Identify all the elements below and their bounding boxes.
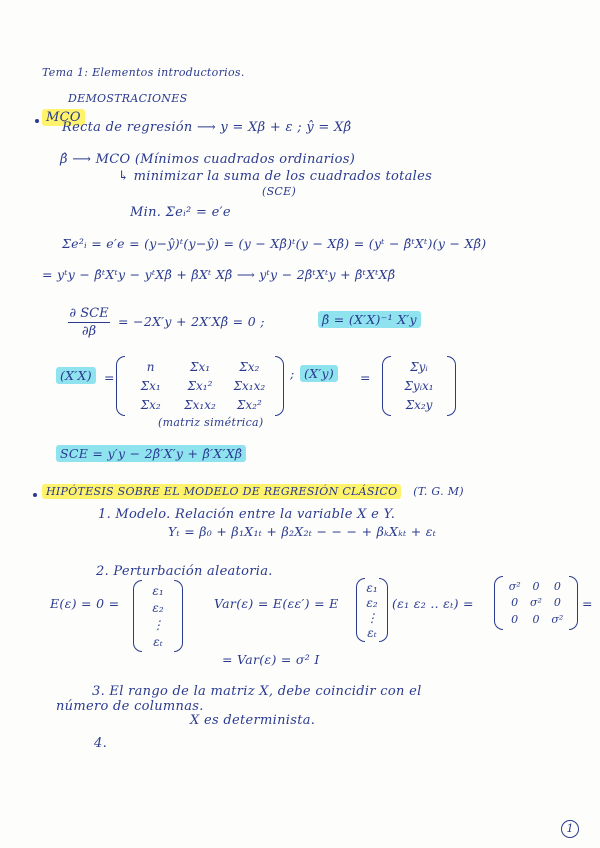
equation-1: Σe²ᵢ = e′e = (y−ŷ)ᵗ(y−ŷ) = (y − Xβ̂)ᵗ(y − Xβ̂) = (yᵗ − β̂ᵗXᵗ)(y − Xβ̂) xyxy=(62,236,487,251)
hypothesis-3-line-3: X es determinista. xyxy=(190,713,316,728)
vector-cell: ⋮ xyxy=(152,617,164,632)
sigma-matrix xyxy=(494,576,578,630)
matrix-cell: σ² xyxy=(508,579,521,593)
epsilon-vector xyxy=(133,580,183,652)
matrix-cell: 0 xyxy=(511,613,519,627)
vector-cell: ⋮ xyxy=(366,610,378,625)
xtx-label-box xyxy=(56,368,96,383)
equals-sign: = xyxy=(104,370,115,385)
derivative-fraction xyxy=(68,306,110,339)
matrix-cell: Σx₂ xyxy=(239,360,260,375)
sce-formula: SCE = y′y − 2β̂′X′y + β̂′X′Xβ̂ xyxy=(56,445,246,462)
matrix-cell: Σx₂² xyxy=(236,397,262,412)
hypothesis-2: 2. Perturbación aleatoria. xyxy=(96,564,273,579)
matrix-cell: Σx₁x₂ xyxy=(233,378,266,393)
derivative-denominator: ∂β xyxy=(81,324,97,339)
left-bracket xyxy=(382,356,391,416)
hypothesis-1-equation: Yₜ = β₀ + β₁X₁ₜ + β₂X₂ₜ − − − + βₖXₖₜ + εₜ xyxy=(168,524,437,539)
left-bracket xyxy=(116,356,125,416)
epsilon-vector-2 xyxy=(356,578,388,642)
matrix-cell: Σx₁ xyxy=(189,360,211,375)
derivative-rhs: = −2X′y + 2X′Xβ̂ = 0 ; xyxy=(118,314,265,329)
derivative-numerator: ∂ SCE xyxy=(69,306,109,321)
trailing-equals: = xyxy=(582,596,593,611)
matrix-cell: σ² xyxy=(551,613,564,627)
matrix-cell: Σx₂ xyxy=(140,397,161,412)
epsilon-row: (ε₁ ε₂ .. εₜ) = xyxy=(392,596,474,611)
xtx-matrix xyxy=(116,356,284,416)
vector-cell: Σyᵢx₁ xyxy=(404,378,434,393)
matrix-cell: Σx₁² xyxy=(187,378,213,393)
vector-cell: Σyᵢ xyxy=(410,360,428,375)
sce-box xyxy=(56,446,246,461)
equation-2: = yᵗy − β̂ᵗXᵗy − yᵗXβ̂ + β̂Xᵗ Xβ̂ ⟶ yᵗy − 2β̂ᵗXᵗy + β̂ᵗXᵗXβ̂ xyxy=(42,267,396,282)
page-number: 1 xyxy=(561,820,579,838)
matrix-cell: Σx₁ xyxy=(140,378,161,393)
xty-cells xyxy=(392,358,446,414)
vector-cell: ε₂ xyxy=(366,595,378,610)
mco-line-4: (SCE) xyxy=(262,185,297,198)
variance-result: = Var(ε) = σ² I xyxy=(222,652,320,667)
min-line: Min. Σeᵢ² = e′e xyxy=(130,205,231,220)
right-bracket xyxy=(569,576,578,630)
xty-label: (X′y) xyxy=(300,365,338,382)
expectation-eps: E(ε) = 0 = xyxy=(50,596,120,611)
matrix-cell: 0 xyxy=(511,596,519,610)
vector-cell: εₜ xyxy=(367,625,377,640)
matrix-cell: Σx₁x₂ xyxy=(184,397,216,412)
left-bracket xyxy=(133,580,142,652)
vector-cell: Σx₂y xyxy=(405,397,433,412)
separator: ; xyxy=(290,366,295,381)
epsilon-cells-2 xyxy=(362,580,382,640)
hypotheses-heading-text: HIPÓTESIS SOBRE EL MODELO DE REGRESIÓN CLÁSICO xyxy=(42,484,401,499)
mco-heading-text: MCO xyxy=(42,109,85,126)
xty-label-box xyxy=(300,366,338,381)
vector-cell: εₜ xyxy=(153,634,163,649)
mco-line-2: β̂ ⟶ MCO (Mínimos cuadrados ordinarios) xyxy=(60,152,356,167)
right-bracket xyxy=(275,356,284,416)
matrix-cell: 0 xyxy=(532,579,540,593)
right-bracket xyxy=(447,356,456,416)
hypothesis-4: 4. xyxy=(94,736,108,751)
matrix-cell: σ² xyxy=(530,596,542,610)
section-subtitle: DEMOSTRACIONES xyxy=(68,92,188,105)
sigma-cells xyxy=(504,578,568,628)
fraction-bar xyxy=(68,322,110,323)
mco-line-1: Recta de regresión ⟶ y = Xβ + ε ; ŷ = Xβ̂ xyxy=(62,120,352,135)
hypothesis-3-line-1: 3. El rango de la matriz X, debe coincidir con el xyxy=(92,684,422,699)
left-bracket xyxy=(494,576,503,630)
mco-line-3: ↳ minimizar la suma de los cuadrados totales xyxy=(118,169,433,184)
xtx-label: (X′X) xyxy=(56,367,96,384)
xtx-note: (matriz simétrica) xyxy=(158,416,264,429)
hypothesis-1: 1. Modelo. Relación entre la variable X e Y. xyxy=(98,507,396,522)
bullet-icon xyxy=(33,493,37,497)
matrix-cell: 0 xyxy=(553,579,561,593)
matrix-cell: n xyxy=(146,360,155,375)
epsilon-cells xyxy=(143,582,173,650)
hypotheses-heading xyxy=(42,485,464,498)
bullet-icon xyxy=(35,119,39,123)
equals-sign: = xyxy=(360,370,371,385)
right-bracket xyxy=(174,580,183,652)
vector-cell: ε₁ xyxy=(366,580,378,595)
matrix-cell: 0 xyxy=(553,596,561,610)
xty-vector xyxy=(382,356,456,416)
hypotheses-tag: (T. G. M) xyxy=(413,485,464,498)
page-title: Tema 1: Elementos introductorios. xyxy=(42,66,245,79)
hypothesis-3-line-2: número de columnas. xyxy=(56,699,204,714)
beta-hat-formula: β̂ = (X′X)⁻¹ X′y xyxy=(318,311,421,328)
matrix-cell: 0 xyxy=(532,613,540,627)
variance-lhs: Var(ε) = E(εε′) = E xyxy=(214,596,339,611)
vector-cell: ε₂ xyxy=(152,600,164,615)
xtx-cells xyxy=(126,358,274,414)
beta-hat-box xyxy=(318,312,421,327)
vector-cell: ε₁ xyxy=(152,583,164,598)
